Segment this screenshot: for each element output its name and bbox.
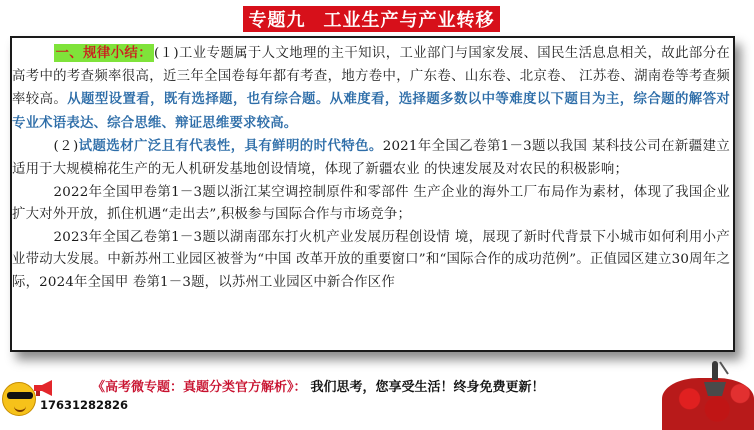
paragraph-3: 2022年全国甲卷第1－3题以浙江某空调控制原件和零部件 生产企业的海外工厂布局作为素材，体现了我国企业扩大对外开放，抓住机遇“走出去”,积极参与国际合作与市场竞争；	[12, 184, 730, 223]
topic-title-bar	[243, 6, 500, 32]
paragraph-2-blue-text: 试题选材广泛且有代表性，具有鲜明的时代特色。	[78, 138, 383, 155]
section-label: 一、规律小结：	[55, 45, 152, 61]
promo-title: 《高考微专题：真题分类官方解析》：	[92, 379, 307, 395]
paragraph-2-number: (２)	[53, 139, 79, 155]
knight-statue-icon	[700, 360, 730, 400]
phone-number: 17631282826	[40, 398, 129, 412]
paragraph-1	[12, 42, 730, 135]
content-body	[12, 42, 730, 295]
paragraph-4: 2023年全国乙卷第1－3题以湖南邵东打火机产业发展历程创设情 境，展现了新时代背景下小城市如何利用小产业带动大发展。中新苏州工业园区被誉为“中国 改革开放的重要窗口”和“国际合作的成功范例”。正值园区建立30周年之际，2024年全国甲 卷第1－3题，以苏州工业园区中新合作区作	[12, 229, 730, 290]
promo-slogan: 我们思考，您享受生活！终身免费更新！	[310, 379, 545, 395]
megaphone-icon	[32, 380, 54, 396]
footer-banner	[0, 360, 754, 427]
paragraph-2	[12, 135, 730, 181]
paragraph-2-text: 2021年全国乙卷第1－3题以我国 某科技公司在新疆建立适用于大规模棉花生产的无人机研发基地创设情境，体现了新疆农业 的快速发展及对农民的积极影响；	[12, 139, 730, 177]
cool-face-emoji-icon	[2, 382, 36, 416]
paragraph-1-text: (１)工业专题属于人文地理的主干知识，工业部门与国家发展、国民生活息息相关，故此部分在高考中的考查频率很高，近三年全国卷每年都有考查，地方卷中，广东卷、山东卷、北京卷、 江苏卷、湖南卷等考查频率较高。	[12, 46, 731, 108]
promo-strip	[92, 376, 657, 394]
paragraph-1-blue-text: 从题型设置看，既有选择题，也有综合题。从难度看，选择题多数以中等难度以下题目为主，综合题的解答对专业术语表达、综合思维、辩证思维要求较高。	[12, 91, 730, 131]
topic-title: 工业生产与产业转移	[323, 10, 495, 31]
topic-number: 专题九	[248, 10, 306, 31]
